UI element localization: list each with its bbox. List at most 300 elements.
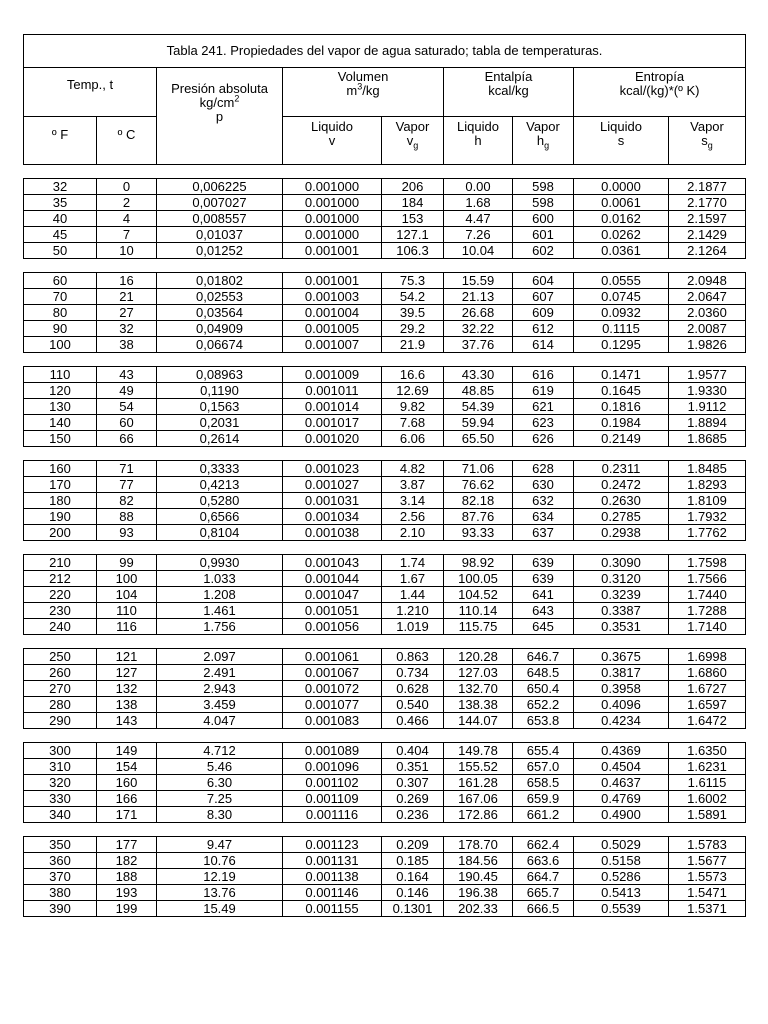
cell-entr-liquid: 0.1816 bbox=[574, 399, 669, 415]
cell-enth-liquid: 32.22 bbox=[444, 321, 513, 337]
table-row bbox=[24, 337, 746, 353]
cell-entr-vapor: 1.9330 bbox=[669, 383, 746, 399]
table-row bbox=[24, 211, 746, 227]
cell-entr-liquid: 0.4900 bbox=[574, 807, 669, 823]
cell-enth-vapor: 645 bbox=[513, 619, 574, 635]
cell-pressure: 0,03564 bbox=[157, 305, 283, 321]
cell-temp-c: 171 bbox=[97, 807, 157, 823]
cell-temp-c: 7 bbox=[97, 227, 157, 243]
cell-pressure: 12.19 bbox=[157, 869, 283, 885]
table-row bbox=[24, 837, 746, 853]
cell-enth-liquid: 4.47 bbox=[444, 211, 513, 227]
cell-enth-vapor: 661.2 bbox=[513, 807, 574, 823]
cell-enth-vapor: 657.0 bbox=[513, 759, 574, 775]
cell-vol-liquid: 0.001061 bbox=[283, 649, 382, 665]
cell-temp-f: 120 bbox=[24, 383, 97, 399]
cell-temp-c: 2 bbox=[97, 195, 157, 211]
cell-entr-liquid: 0.4637 bbox=[574, 775, 669, 791]
cell-entr-vapor: 1.6002 bbox=[669, 791, 746, 807]
cell-temp-c: 199 bbox=[97, 901, 157, 917]
header-liquido-s: Liquido s bbox=[574, 117, 669, 165]
cell-temp-f: 150 bbox=[24, 431, 97, 447]
cell-entr-vapor: 2.0948 bbox=[669, 273, 746, 289]
cell-vol-liquid: 0.001000 bbox=[283, 227, 382, 243]
cell-enth-liquid: 161.28 bbox=[444, 775, 513, 791]
cell-entr-liquid: 0.1115 bbox=[574, 321, 669, 337]
cell-vol-vapor: 4.82 bbox=[382, 461, 444, 477]
cell-vol-vapor: 206 bbox=[382, 179, 444, 195]
cell-enth-liquid: 1.68 bbox=[444, 195, 513, 211]
cell-entr-liquid: 0.3239 bbox=[574, 587, 669, 603]
cell-temp-f: 350 bbox=[24, 837, 97, 853]
cell-vol-vapor: 21.9 bbox=[382, 337, 444, 353]
cell-vol-liquid: 0.001102 bbox=[283, 775, 382, 791]
cell-entr-vapor: 1.5371 bbox=[669, 901, 746, 917]
cell-enth-liquid: 54.39 bbox=[444, 399, 513, 415]
cell-entr-vapor: 1.9112 bbox=[669, 399, 746, 415]
cell-temp-f: 130 bbox=[24, 399, 97, 415]
cell-entr-vapor: 1.8894 bbox=[669, 415, 746, 431]
cell-temp-c: 143 bbox=[97, 713, 157, 729]
cell-entr-vapor: 1.8293 bbox=[669, 477, 746, 493]
cell-vol-liquid: 0.001089 bbox=[283, 743, 382, 759]
cell-pressure: 0,008557 bbox=[157, 211, 283, 227]
group-spacer bbox=[24, 729, 746, 743]
header-entalpia-label: Entalpía bbox=[484, 69, 533, 84]
cell-entr-liquid: 0.2149 bbox=[574, 431, 669, 447]
cell-entr-liquid: 0.2938 bbox=[574, 525, 669, 541]
header-presion bbox=[157, 68, 283, 165]
cell-vol-vapor: 1.44 bbox=[382, 587, 444, 603]
cell-enth-liquid: 149.78 bbox=[444, 743, 513, 759]
cell-enth-liquid: 98.92 bbox=[444, 555, 513, 571]
cell-enth-vapor: 630 bbox=[513, 477, 574, 493]
header-entalpia-unit: kcal/kg bbox=[488, 83, 529, 98]
cell-vol-vapor: 75.3 bbox=[382, 273, 444, 289]
cell-temp-c: 38 bbox=[97, 337, 157, 353]
cell-temp-c: 99 bbox=[97, 555, 157, 571]
cell-vol-vapor: 0.146 bbox=[382, 885, 444, 901]
table-row bbox=[24, 305, 746, 321]
cell-pressure: 0,006225 bbox=[157, 179, 283, 195]
cell-vol-vapor: 7.68 bbox=[382, 415, 444, 431]
cell-vol-vapor: 0.185 bbox=[382, 853, 444, 869]
cell-enth-liquid: 71.06 bbox=[444, 461, 513, 477]
cell-entr-liquid: 0.1645 bbox=[574, 383, 669, 399]
cell-enth-vapor: 612 bbox=[513, 321, 574, 337]
cell-entr-vapor: 1.5677 bbox=[669, 853, 746, 869]
cell-vol-liquid: 0.001056 bbox=[283, 619, 382, 635]
cell-enth-liquid: 127.03 bbox=[444, 665, 513, 681]
cell-vol-liquid: 0.001017 bbox=[283, 415, 382, 431]
cell-temp-c: 54 bbox=[97, 399, 157, 415]
cell-enth-liquid: 132.70 bbox=[444, 681, 513, 697]
cell-vol-liquid: 0.001004 bbox=[283, 305, 382, 321]
cell-vol-vapor: 39.5 bbox=[382, 305, 444, 321]
cell-pressure: 0,2614 bbox=[157, 431, 283, 447]
header-entropia-label: Entropía bbox=[634, 69, 685, 84]
cell-vol-liquid: 0.001077 bbox=[283, 697, 382, 713]
cell-enth-liquid: 155.52 bbox=[444, 759, 513, 775]
cell-enth-liquid: 37.76 bbox=[444, 337, 513, 353]
cell-enth-liquid: 202.33 bbox=[444, 901, 513, 917]
cell-temp-f: 60 bbox=[24, 273, 97, 289]
cell-temp-f: 340 bbox=[24, 807, 97, 823]
cell-entr-liquid: 0.2785 bbox=[574, 509, 669, 525]
cell-enth-vapor: 607 bbox=[513, 289, 574, 305]
cell-entr-vapor: 2.1429 bbox=[669, 227, 746, 243]
cell-vol-liquid: 0.001014 bbox=[283, 399, 382, 415]
table-row bbox=[24, 243, 746, 259]
cell-temp-f: 35 bbox=[24, 195, 97, 211]
cell-vol-liquid: 0.001123 bbox=[283, 837, 382, 853]
group-spacer-cell bbox=[24, 447, 746, 461]
cell-temp-f: 220 bbox=[24, 587, 97, 603]
cell-temp-f: 290 bbox=[24, 713, 97, 729]
cell-vol-vapor: 153 bbox=[382, 211, 444, 227]
group-spacer bbox=[24, 823, 746, 837]
header-presion-symbol: p bbox=[215, 109, 224, 124]
cell-entr-liquid: 0.3958 bbox=[574, 681, 669, 697]
cell-vol-liquid: 0.001155 bbox=[283, 901, 382, 917]
cell-temp-f: 160 bbox=[24, 461, 97, 477]
cell-vol-vapor: 1.210 bbox=[382, 603, 444, 619]
header-entropia bbox=[574, 68, 746, 117]
cell-vol-vapor: 3.14 bbox=[382, 493, 444, 509]
cell-vol-vapor: 127.1 bbox=[382, 227, 444, 243]
cell-vol-liquid: 0.001034 bbox=[283, 509, 382, 525]
cell-enth-vapor: 639 bbox=[513, 571, 574, 587]
cell-enth-liquid: 104.52 bbox=[444, 587, 513, 603]
cell-enth-vapor: 666.5 bbox=[513, 901, 574, 917]
table-row bbox=[24, 555, 746, 571]
cell-vol-liquid: 0.001000 bbox=[283, 195, 382, 211]
cell-enth-vapor: 602 bbox=[513, 243, 574, 259]
table-row bbox=[24, 603, 746, 619]
cell-pressure: 4.047 bbox=[157, 713, 283, 729]
group-spacer-cell bbox=[24, 353, 746, 367]
cell-entr-vapor: 1.7140 bbox=[669, 619, 746, 635]
steam-properties-table bbox=[23, 34, 746, 917]
cell-entr-vapor: 1.6597 bbox=[669, 697, 746, 713]
cell-temp-f: 390 bbox=[24, 901, 97, 917]
table-row bbox=[24, 461, 746, 477]
cell-vol-vapor: 0.209 bbox=[382, 837, 444, 853]
cell-vol-liquid: 0.001001 bbox=[283, 273, 382, 289]
cell-entr-vapor: 2.0087 bbox=[669, 321, 746, 337]
cell-enth-liquid: 110.14 bbox=[444, 603, 513, 619]
cell-vol-vapor: 106.3 bbox=[382, 243, 444, 259]
cell-enth-liquid: 15.59 bbox=[444, 273, 513, 289]
header-vapor-h: Vapor $h_g$ bbox=[513, 117, 574, 165]
cell-pressure: 0,8104 bbox=[157, 525, 283, 541]
cell-enth-liquid: 43.30 bbox=[444, 367, 513, 383]
cell-pressure: 0,1563 bbox=[157, 399, 283, 415]
cell-temp-f: 170 bbox=[24, 477, 97, 493]
cell-vol-liquid: 0.001096 bbox=[283, 759, 382, 775]
cell-pressure: 1.033 bbox=[157, 571, 283, 587]
cell-enth-vapor: 652.2 bbox=[513, 697, 574, 713]
cell-entr-liquid: 0.5158 bbox=[574, 853, 669, 869]
cell-pressure: 10.76 bbox=[157, 853, 283, 869]
cell-enth-vapor: 619 bbox=[513, 383, 574, 399]
cell-enth-vapor: 663.6 bbox=[513, 853, 574, 869]
cell-enth-liquid: 10.04 bbox=[444, 243, 513, 259]
header-col-f: º F bbox=[24, 117, 97, 165]
table-row bbox=[24, 869, 746, 885]
cell-pressure: 0,02553 bbox=[157, 289, 283, 305]
cell-temp-c: 66 bbox=[97, 431, 157, 447]
cell-enth-vapor: 623 bbox=[513, 415, 574, 431]
cell-enth-liquid: 167.06 bbox=[444, 791, 513, 807]
cell-pressure: 13.76 bbox=[157, 885, 283, 901]
cell-entr-vapor: 2.1264 bbox=[669, 243, 746, 259]
cell-enth-liquid: 26.68 bbox=[444, 305, 513, 321]
cell-entr-vapor: 1.7762 bbox=[669, 525, 746, 541]
cell-entr-vapor: 1.6998 bbox=[669, 649, 746, 665]
cell-enth-vapor: 646.7 bbox=[513, 649, 574, 665]
cell-vol-liquid: 0.001020 bbox=[283, 431, 382, 447]
cell-vol-liquid: 0.001001 bbox=[283, 243, 382, 259]
table-row bbox=[24, 431, 746, 447]
cell-temp-f: 32 bbox=[24, 179, 97, 195]
cell-temp-c: 32 bbox=[97, 321, 157, 337]
table-row bbox=[24, 901, 746, 917]
cell-temp-f: 70 bbox=[24, 289, 97, 305]
cell-vol-vapor: 0.628 bbox=[382, 681, 444, 697]
header-volumen-label: Volumen bbox=[337, 69, 389, 84]
cell-temp-c: 188 bbox=[97, 869, 157, 885]
table-row bbox=[24, 587, 746, 603]
cell-pressure: 0,01802 bbox=[157, 273, 283, 289]
cell-vol-liquid: 0.001000 bbox=[283, 179, 382, 195]
table-row bbox=[24, 195, 746, 211]
group-spacer-cell bbox=[24, 729, 746, 743]
cell-enth-liquid: 65.50 bbox=[444, 431, 513, 447]
cell-enth-liquid: 184.56 bbox=[444, 853, 513, 869]
header-vapor-v: Vapor $v_g$ bbox=[382, 117, 444, 165]
table-row bbox=[24, 853, 746, 869]
cell-pressure: 6.30 bbox=[157, 775, 283, 791]
cell-vol-vapor: 0.351 bbox=[382, 759, 444, 775]
header-presion-label: Presión absoluta bbox=[171, 81, 268, 96]
cell-enth-vapor: 604 bbox=[513, 273, 574, 289]
cell-entr-liquid: 0.0000 bbox=[574, 179, 669, 195]
cell-enth-vapor: 616 bbox=[513, 367, 574, 383]
group-spacer-cell bbox=[24, 823, 746, 837]
cell-entr-vapor: 1.6860 bbox=[669, 665, 746, 681]
group-spacer bbox=[24, 541, 746, 555]
cell-vol-vapor: 0.863 bbox=[382, 649, 444, 665]
cell-entr-vapor: 1.7440 bbox=[669, 587, 746, 603]
header-liquido-v: Liquido v bbox=[283, 117, 382, 165]
cell-entr-liquid: 0.5029 bbox=[574, 837, 669, 853]
cell-entr-liquid: 0.3675 bbox=[574, 649, 669, 665]
cell-vol-liquid: 0.001083 bbox=[283, 713, 382, 729]
cell-enth-vapor: 598 bbox=[513, 179, 574, 195]
cell-vol-vapor: 0.540 bbox=[382, 697, 444, 713]
cell-temp-f: 380 bbox=[24, 885, 97, 901]
cell-entr-vapor: 1.6472 bbox=[669, 713, 746, 729]
cell-entr-liquid: 0.3090 bbox=[574, 555, 669, 571]
cell-enth-vapor: 655.4 bbox=[513, 743, 574, 759]
cell-vol-vapor: 0.734 bbox=[382, 665, 444, 681]
cell-temp-f: 90 bbox=[24, 321, 97, 337]
cell-entr-liquid: 0.0162 bbox=[574, 211, 669, 227]
group-spacer bbox=[24, 353, 746, 367]
cell-vol-vapor: 29.2 bbox=[382, 321, 444, 337]
cell-entr-liquid: 0.3531 bbox=[574, 619, 669, 635]
table-row bbox=[24, 227, 746, 243]
cell-pressure: 1.461 bbox=[157, 603, 283, 619]
header-vapor-s: Vapor $s_g$ bbox=[669, 117, 746, 165]
cell-enth-vapor: 648.5 bbox=[513, 665, 574, 681]
cell-vol-vapor: 12.69 bbox=[382, 383, 444, 399]
cell-entr-vapor: 1.6727 bbox=[669, 681, 746, 697]
cell-entr-vapor: 2.1877 bbox=[669, 179, 746, 195]
cell-pressure: 0,007027 bbox=[157, 195, 283, 211]
table-row bbox=[24, 807, 746, 823]
cell-vol-vapor: 6.06 bbox=[382, 431, 444, 447]
cell-entr-liquid: 0.5286 bbox=[574, 869, 669, 885]
cell-vol-liquid: 0.001023 bbox=[283, 461, 382, 477]
header-entalpia bbox=[444, 68, 574, 117]
cell-temp-f: 50 bbox=[24, 243, 97, 259]
cell-enth-liquid: 82.18 bbox=[444, 493, 513, 509]
cell-vol-vapor: 1.019 bbox=[382, 619, 444, 635]
cell-vol-liquid: 0.001007 bbox=[283, 337, 382, 353]
cell-enth-vapor: 634 bbox=[513, 509, 574, 525]
header-temp bbox=[24, 68, 157, 117]
cell-pressure: 0,1190 bbox=[157, 383, 283, 399]
table-body bbox=[24, 165, 746, 917]
cell-pressure: 0,01252 bbox=[157, 243, 283, 259]
cell-entr-liquid: 0.5413 bbox=[574, 885, 669, 901]
table-row bbox=[24, 525, 746, 541]
cell-temp-c: 177 bbox=[97, 837, 157, 853]
cell-pressure: 0,5280 bbox=[157, 493, 283, 509]
cell-entr-liquid: 0.0262 bbox=[574, 227, 669, 243]
cell-temp-c: 21 bbox=[97, 289, 157, 305]
cell-enth-vapor: 628 bbox=[513, 461, 574, 477]
table-row bbox=[24, 713, 746, 729]
cell-entr-liquid: 0.1471 bbox=[574, 367, 669, 383]
cell-entr-liquid: 0.3817 bbox=[574, 665, 669, 681]
table-row bbox=[24, 571, 746, 587]
cell-pressure: 1.756 bbox=[157, 619, 283, 635]
cell-temp-c: 93 bbox=[97, 525, 157, 541]
cell-pressure: 0,4213 bbox=[157, 477, 283, 493]
header-entropia-unit: kcal/(kg)*(º K) bbox=[619, 83, 700, 98]
table-row bbox=[24, 681, 746, 697]
cell-enth-vapor: 639 bbox=[513, 555, 574, 571]
cell-enth-vapor: 662.4 bbox=[513, 837, 574, 853]
cell-entr-liquid: 0.2630 bbox=[574, 493, 669, 509]
cell-enth-liquid: 76.62 bbox=[444, 477, 513, 493]
cell-vol-liquid: 0.001131 bbox=[283, 853, 382, 869]
table-row bbox=[24, 289, 746, 305]
group-spacer-cell bbox=[24, 259, 746, 273]
cell-enth-liquid: 178.70 bbox=[444, 837, 513, 853]
table-row bbox=[24, 415, 746, 431]
cell-entr-liquid: 0.1984 bbox=[574, 415, 669, 431]
cell-entr-vapor: 2.1597 bbox=[669, 211, 746, 227]
cell-temp-c: 49 bbox=[97, 383, 157, 399]
cell-enth-vapor: 609 bbox=[513, 305, 574, 321]
table-row bbox=[24, 775, 746, 791]
cell-temp-c: 88 bbox=[97, 509, 157, 525]
cell-temp-c: 110 bbox=[97, 603, 157, 619]
cell-entr-liquid: 0.4769 bbox=[574, 791, 669, 807]
cell-enth-vapor: 650.4 bbox=[513, 681, 574, 697]
cell-vol-vapor: 1.74 bbox=[382, 555, 444, 571]
cell-entr-liquid: 0.4096 bbox=[574, 697, 669, 713]
cell-enth-liquid: 48.85 bbox=[444, 383, 513, 399]
cell-pressure: 0,2031 bbox=[157, 415, 283, 431]
cell-pressure: 0,04909 bbox=[157, 321, 283, 337]
cell-enth-vapor: 653.8 bbox=[513, 713, 574, 729]
cell-temp-f: 310 bbox=[24, 759, 97, 775]
cell-entr-vapor: 2.0647 bbox=[669, 289, 746, 305]
cell-enth-vapor: 659.9 bbox=[513, 791, 574, 807]
cell-temp-f: 280 bbox=[24, 697, 97, 713]
cell-enth-vapor: 637 bbox=[513, 525, 574, 541]
cell-pressure: 0,01037 bbox=[157, 227, 283, 243]
cell-entr-liquid: 0.0745 bbox=[574, 289, 669, 305]
cell-entr-vapor: 1.6115 bbox=[669, 775, 746, 791]
cell-vol-liquid: 0.001116 bbox=[283, 807, 382, 823]
cell-pressure: 15.49 bbox=[157, 901, 283, 917]
cell-temp-f: 40 bbox=[24, 211, 97, 227]
cell-temp-c: 132 bbox=[97, 681, 157, 697]
header-temp-label: Temp., t bbox=[66, 77, 114, 92]
cell-temp-c: 100 bbox=[97, 571, 157, 587]
cell-vol-vapor: 3.87 bbox=[382, 477, 444, 493]
cell-temp-f: 370 bbox=[24, 869, 97, 885]
table-row bbox=[24, 619, 746, 635]
cell-temp-c: 10 bbox=[97, 243, 157, 259]
cell-temp-c: 166 bbox=[97, 791, 157, 807]
cell-entr-vapor: 1.5471 bbox=[669, 885, 746, 901]
table-row bbox=[24, 665, 746, 681]
group-spacer bbox=[24, 165, 746, 179]
cell-entr-vapor: 1.5891 bbox=[669, 807, 746, 823]
cell-temp-c: 71 bbox=[97, 461, 157, 477]
cell-temp-c: 16 bbox=[97, 273, 157, 289]
cell-vol-liquid: 0.001047 bbox=[283, 587, 382, 603]
cell-temp-f: 80 bbox=[24, 305, 97, 321]
cell-entr-vapor: 1.5573 bbox=[669, 869, 746, 885]
cell-temp-f: 100 bbox=[24, 337, 97, 353]
cell-entr-vapor: 1.7932 bbox=[669, 509, 746, 525]
cell-vol-liquid: 0.001038 bbox=[283, 525, 382, 541]
cell-enth-vapor: 601 bbox=[513, 227, 574, 243]
cell-entr-liquid: 0.4234 bbox=[574, 713, 669, 729]
cell-pressure: 0,3333 bbox=[157, 461, 283, 477]
cell-temp-f: 260 bbox=[24, 665, 97, 681]
cell-entr-vapor: 1.7566 bbox=[669, 571, 746, 587]
cell-entr-liquid: 0.4369 bbox=[574, 743, 669, 759]
table-title: Tabla 241. Propiedades del vapor de agua saturado; tabla de temperaturas. bbox=[24, 35, 746, 68]
cell-temp-c: 104 bbox=[97, 587, 157, 603]
header-volumen bbox=[283, 68, 444, 117]
cell-enth-vapor: 598 bbox=[513, 195, 574, 211]
cell-temp-c: 4 bbox=[97, 211, 157, 227]
cell-temp-f: 230 bbox=[24, 603, 97, 619]
cell-vol-liquid: 0.001011 bbox=[283, 383, 382, 399]
cell-temp-c: 127 bbox=[97, 665, 157, 681]
cell-entr-liquid: 0.4504 bbox=[574, 759, 669, 775]
